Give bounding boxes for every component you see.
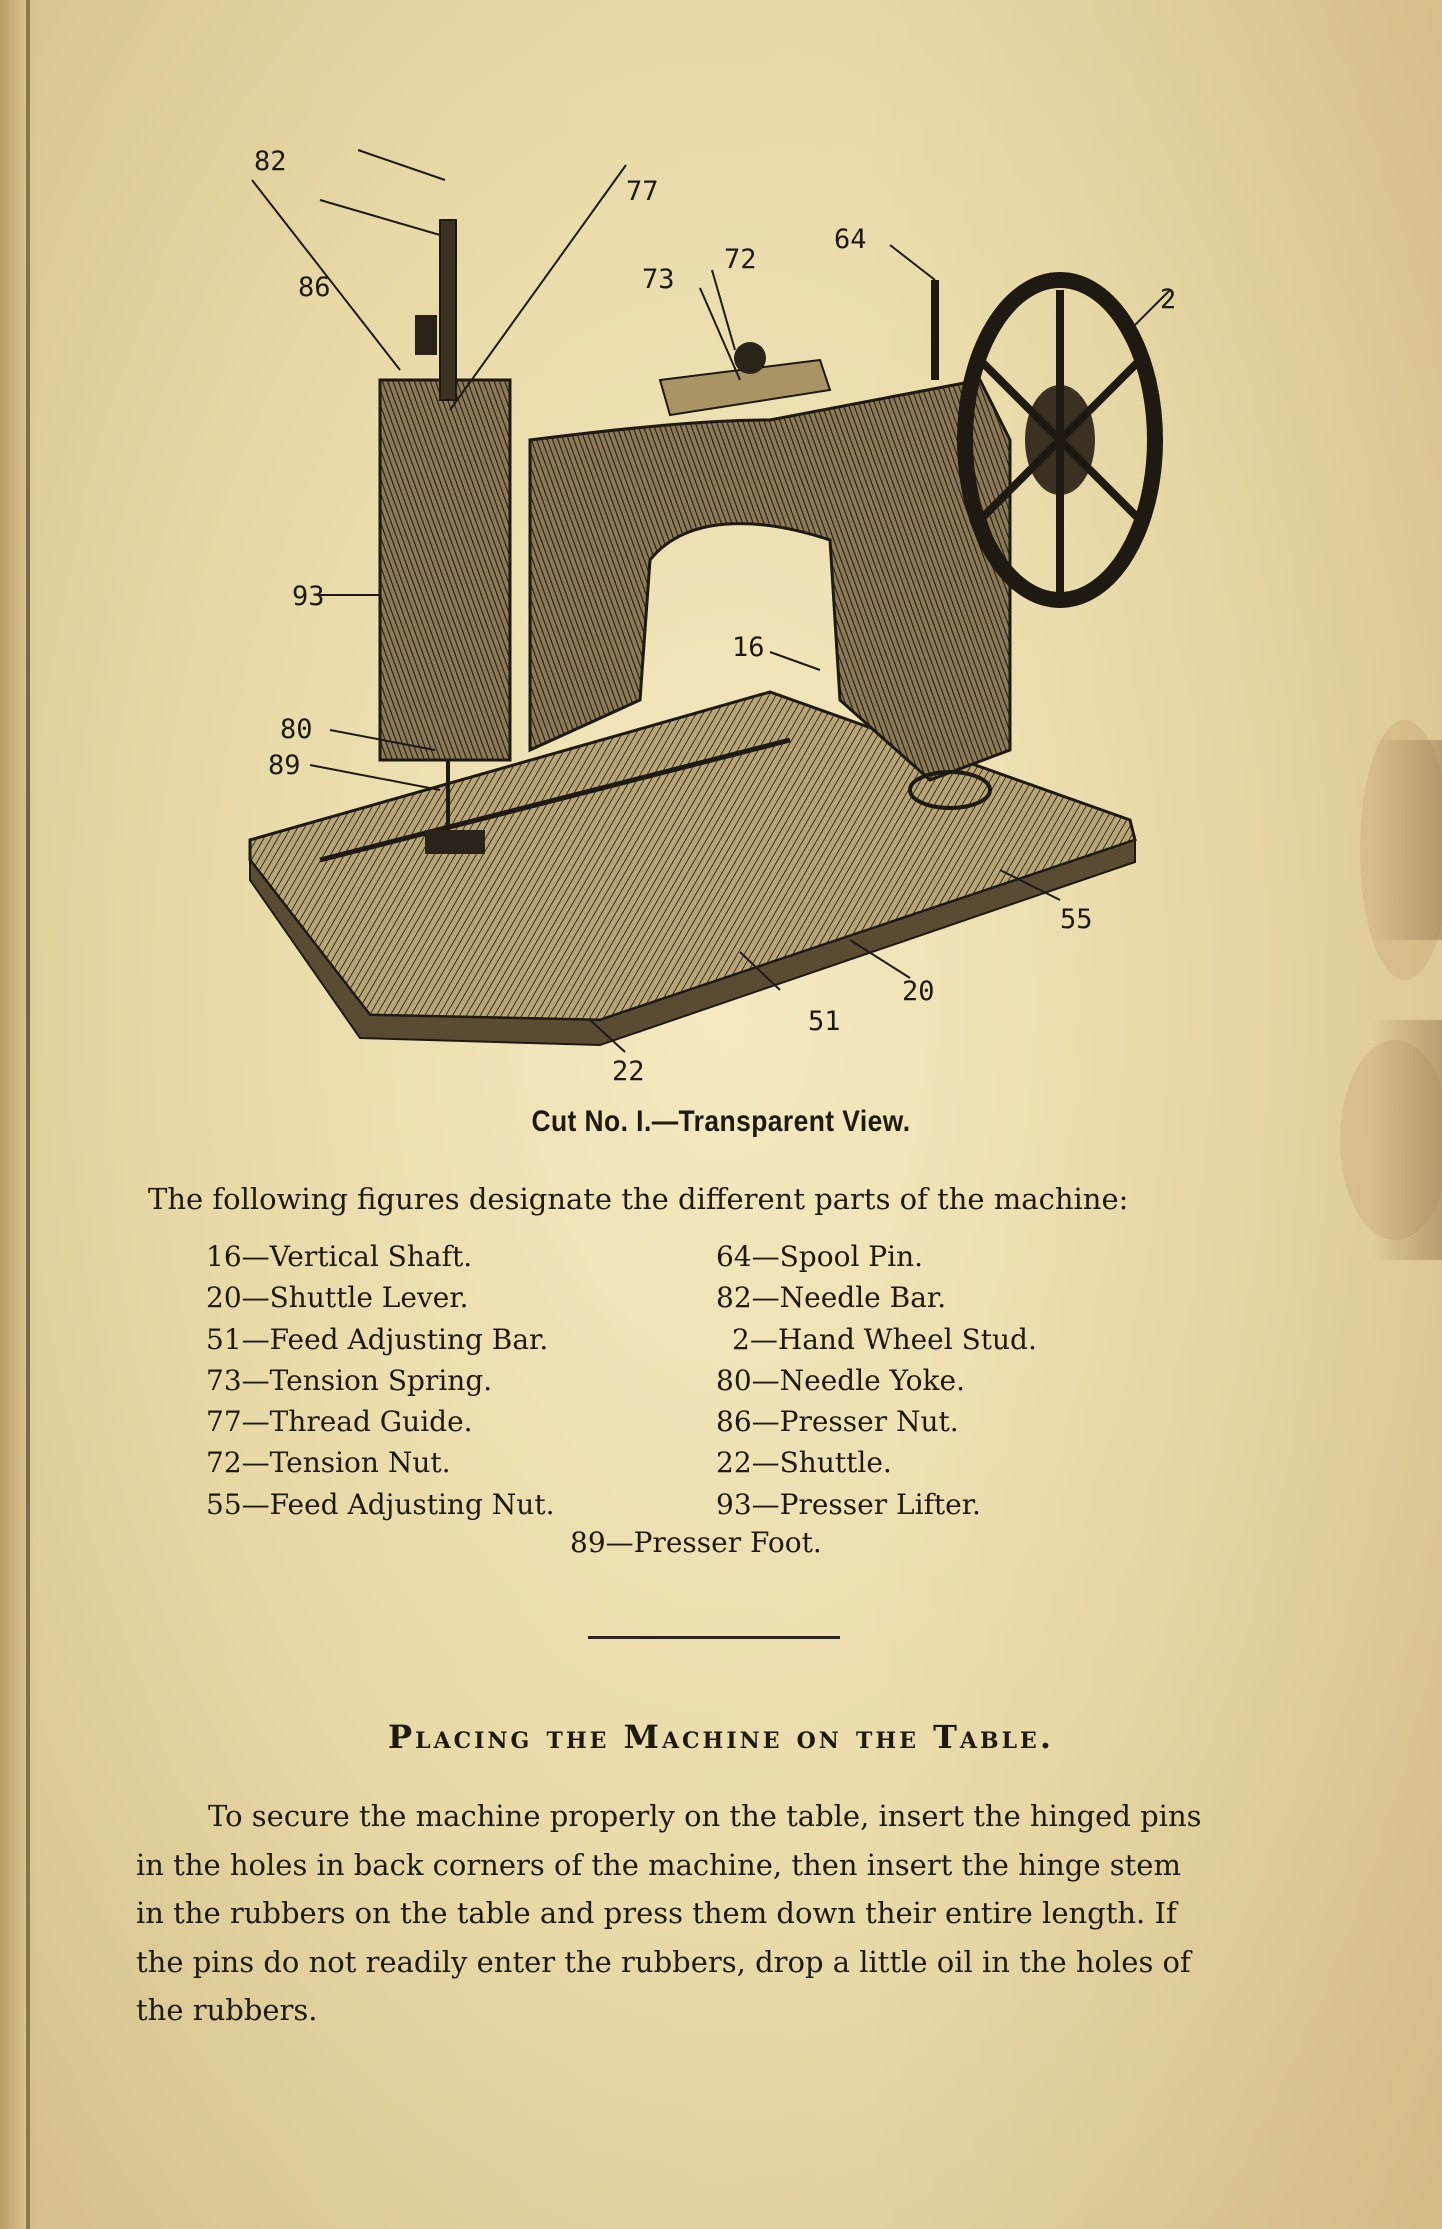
paragraph-line: the rubbers.: [136, 1993, 318, 2027]
parts-column-left: [206, 1236, 554, 1525]
part-label-55: 55: [1060, 904, 1093, 935]
part-label-20: 20: [902, 976, 935, 1007]
part-entry-last: 89—Presser Foot.: [570, 1526, 822, 1559]
part-label-89: 89: [268, 750, 301, 781]
part-label-82: 82: [254, 146, 287, 177]
part-label-2: 2: [1160, 284, 1177, 315]
binding-edge: [26, 0, 30, 2229]
machine-head: [380, 380, 510, 760]
parts-intro: The following figures designate the different parts of the machine:: [148, 1182, 1129, 1216]
presser-foot: [425, 830, 485, 854]
part-label-73: 73: [642, 264, 675, 295]
part-entry: 51—Feed Adjusting Bar.: [206, 1322, 549, 1356]
part-entry: 2—Hand Wheel Stud.: [732, 1322, 1037, 1356]
part-entry: 80—Needle Yoke.: [716, 1363, 965, 1397]
part-entry: 82—Needle Bar.: [716, 1281, 947, 1315]
part-entry: 55—Feed Adjusting Nut.: [206, 1487, 555, 1521]
part-label-22: 22: [612, 1056, 645, 1087]
section-paragraph: [136, 1792, 1286, 2035]
part-label-72: 72: [724, 244, 757, 275]
part-entry: 72—Tension Nut.: [206, 1446, 451, 1480]
paragraph-line: the pins do not readily enter the rubbers, drop a little oil in the holes of: [136, 1944, 1191, 1979]
part-label-16: 16: [732, 632, 765, 663]
parts-column-right: [716, 1236, 1037, 1525]
part-entry: 22—Shuttle.: [716, 1446, 892, 1480]
part-entry: 64—Spool Pin.: [716, 1240, 924, 1273]
part-entry: 93—Presser Lifter.: [716, 1487, 981, 1521]
part-entry: 20—Shuttle Lever.: [206, 1281, 469, 1315]
torn-edge: [1372, 740, 1442, 940]
tension-nut: [734, 342, 766, 374]
page-gutter: [0, 0, 26, 2229]
part-label-80: 80: [280, 714, 313, 745]
section-heading: Placing the Machine on the Table.: [388, 1718, 1054, 1756]
sewing-machine-drawing: [230, 140, 1210, 1090]
part-label-86: 86: [298, 272, 331, 303]
part-label-51: 51: [808, 1006, 841, 1037]
part-entry: 77—Thread Guide.: [206, 1405, 473, 1439]
part-label-64: 64: [834, 224, 867, 255]
paragraph-line: in the holes in back corners of the machine, then insert the hinge stem: [136, 1847, 1181, 1882]
part-label-93: 93: [292, 581, 325, 612]
paragraph-line: in the rubbers on the table and press them down their entire length. If: [136, 1896, 1177, 1930]
sewing-machine-illustration: [230, 140, 1210, 1090]
part-entry: 86—Presser Nut.: [716, 1405, 959, 1439]
paragraph-line: To secure the machine properly on the table, insert the hinged pins: [208, 1799, 1202, 1833]
torn-edge: [1372, 1020, 1442, 1260]
presser-nut: [415, 315, 437, 355]
part-entry: 16—Vertical Shaft.: [206, 1240, 473, 1273]
figure-caption: Cut No. I.—Transparent View.: [531, 1105, 911, 1138]
section-divider: [588, 1636, 840, 1639]
needle-bar: [440, 220, 456, 400]
part-entry: 73—Tension Spring.: [206, 1363, 493, 1397]
part-label-77: 77: [626, 176, 659, 207]
